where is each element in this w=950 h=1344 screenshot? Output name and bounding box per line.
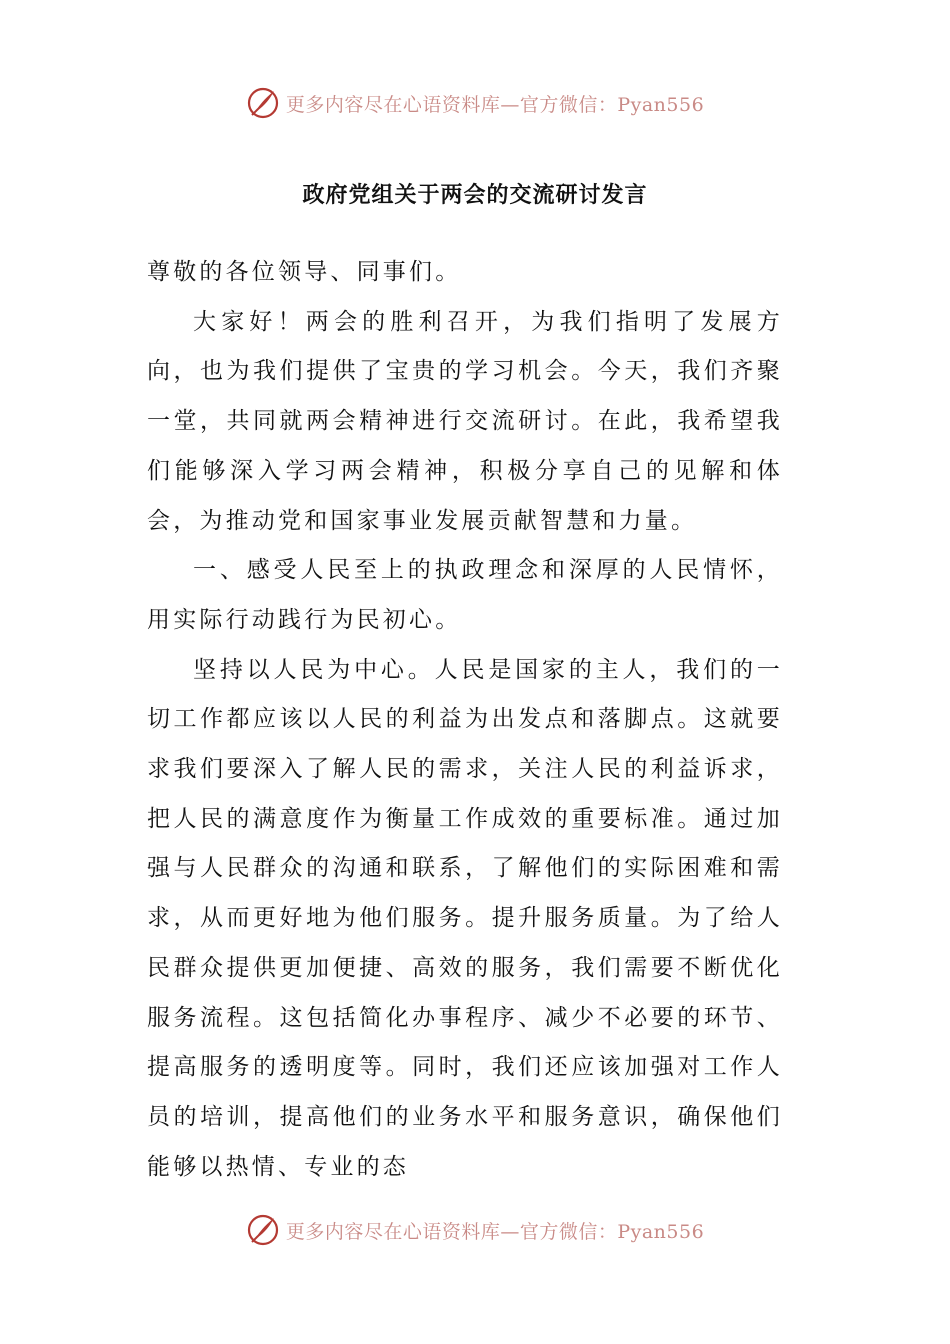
section-heading-1: 一、感受人民至上的执政理念和深厚的人民情怀，用实际行动践行为民初心。 [147,557,783,633]
paragraph-people-centered: 坚持以人民为中心。人民是国家的主人，我们的一切工作都应该以人民的利益为出发点和落脚点。这就要求我们要深入了解人民的需求，关注人民的利益诉求，把人民的满意度作为衡量工作成效的重要标准。通过加强与人民群众的沟通和联系，了解他们的实际困难和需求，从而更好地为他们服务。提升服务质量。为了给人民群众提供更加便捷、高效的服务，我们需要不断优化服务流程。这包括简化办事程序、减少不必要的环节、提高服务的透明度等。同时，我们还应该加强对工作人员的培训，提高他们的业务水平和服务意识，确保他们能够以热情、专业的态 [147,656,783,1180]
quill-logo-icon [246,86,280,120]
watermark-text: 更多内容尽在心语资料库—官方微信：Pyan556 [285,1220,705,1243]
salutation: 尊敬的各位领导、同事们。 [147,259,462,285]
footer-watermark [0,1210,950,1250]
watermark-text: 更多内容尽在心语资料库—官方微信：Pyan556 [285,93,705,116]
quill-logo-icon [246,1213,280,1247]
header-watermark [0,83,950,123]
document-body [147,248,783,1192]
document-title: 政府党组关于两会的交流研讨发言 [302,182,648,208]
paragraph-intro: 大家好！两会的胜利召开，为我们指明了发展方向，也为我们提供了宝贵的学习机会。今天，我们齐聚一堂，共同就两会精神进行交流研讨。在此，我希望我们能够深入学习两会精神，积极分享自己的见解和体会，为推动党和国家事业发展贡献智慧和力量。 [147,308,783,534]
